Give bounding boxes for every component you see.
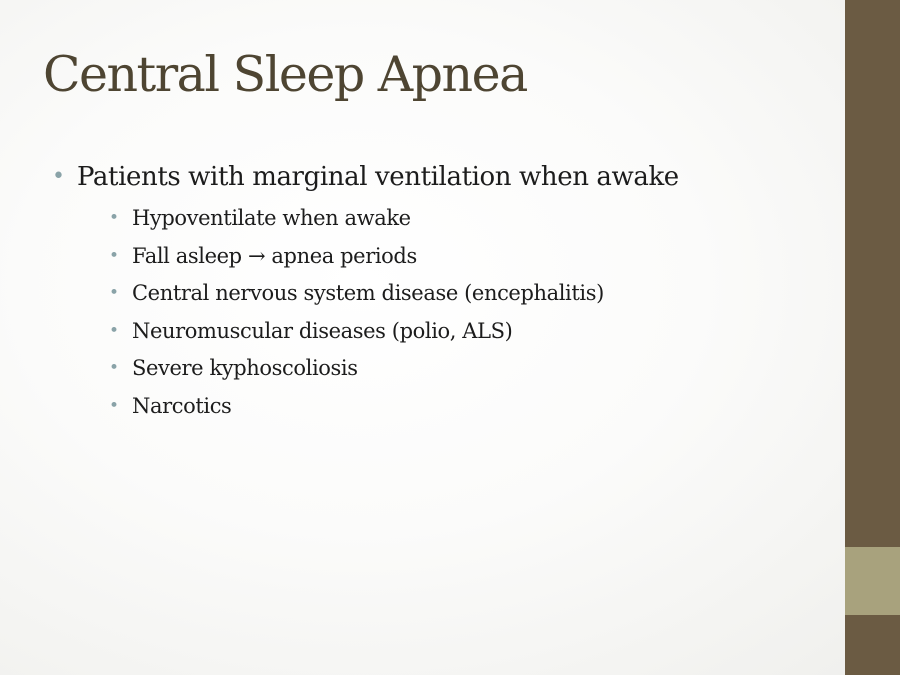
bullet-dot-icon: • [109, 395, 119, 416]
sub-bullet-text: Hypoventilate when awake [132, 206, 411, 230]
sub-bullet-text: Severe kyphoscoliosis [132, 356, 358, 380]
bullet-dot-icon: • [109, 283, 119, 303]
sub-bullet-text: Neuromuscular diseases (polio, ALS) [132, 318, 513, 343]
sub-bullet-item [107, 350, 679, 388]
bullet-dot-icon: • [109, 358, 119, 378]
bullet-text: Patients with marginal ventilation when awake [77, 162, 679, 192]
sub-bullet-text: Narcotics [132, 393, 232, 418]
bullet-list [52, 160, 679, 425]
sub-bullet-text: Fall asleep → apnea periods [132, 243, 417, 268]
bullet-dot-icon: • [109, 245, 119, 266]
slide-title: Central Sleep Apnea [43, 46, 527, 103]
bullet-item [52, 160, 679, 425]
bullet-dot-icon: • [109, 320, 119, 341]
sub-bullet-item [107, 275, 679, 313]
sub-bullet-item [107, 238, 679, 276]
sidebar-accent-block [845, 547, 900, 615]
bullet-dot-icon: • [52, 164, 65, 189]
sub-bullet-list [77, 200, 679, 425]
sub-bullet-item [107, 388, 679, 426]
bullet-dot-icon: • [109, 208, 119, 228]
sub-bullet-item [107, 200, 679, 238]
sub-bullet-item [107, 313, 679, 351]
sub-bullet-text: Central nervous system disease (encephalitis) [132, 281, 604, 305]
